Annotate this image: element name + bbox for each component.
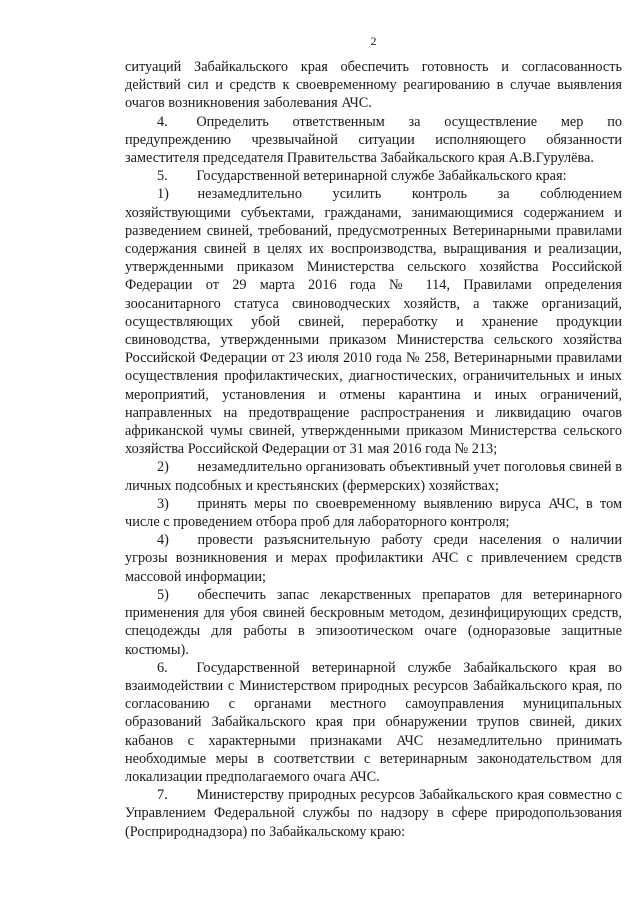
paragraph-item-4: 4. Определить ответственным за осуществление мер по предупреждению чрезвычайной ситуации исполняющего обязанности заместителя председателя Правительства Забайкальского края А.В.Гурулёва. — [125, 113, 622, 167]
paragraph-item-5: 5. Государственной ветеринарной службе Забайкальского края: — [157, 168, 567, 185]
subparagraph-4: 4) провести разъяснительную работу среди населения о наличии угрозы возникновения и мерах профилактики АЧС с привлечением средств массовой информации; — [125, 532, 622, 585]
subparagraph-5: 5) обеспечить запас лекарственных препаратов для ветеринарного применения для убоя свиней бескровным методом, дезинфицирующих средств, спецодежды для работы в эпизоотическом очаге (одноразовые защитные костюмы). — [125, 586, 622, 658]
paragraph-item-6: 6. Государственной ветеринарной службе Забайкальского края во взаимодействии с Министерством природных ресурсов Забайкальского края, по согласованию с органами местного самоуправления муниципальных образований Забайкальского края при обнаружении трупов свиней, диких кабанов с характерными признаками АЧС незамедлительно принимать необходимые меры в соответствии с ветеринарным законодательством для локализации предполагаемого очага АЧС. — [125, 659, 622, 785]
subparagraph-3: 3) принять меры по своевременному выявлению вируса АЧС, в том числе с проведением отбора проб для лабораторного контроля; — [125, 495, 622, 531]
paragraph-item-7: 7. Министерству природных ресурсов Забайкальского края совместно с Управлением Федеральной службы по надзору в сфере природопользования (Росприроднадзора) по Забайкальскому краю: — [125, 787, 622, 840]
subparagraph-1: 1) незамедлительно усилить контроль за соблюдением хозяйствующими субъектами, гражданами, занимающимися содержанием и разведением свиней, требований, предусмотренных Ветеринарными правилами содержания свиней в целях их воспроизводства, выращивания и реализации, утвержденными приказом Министерства сельского хозяйства Российской Федерации от 29 марта 2016 года № 114, Правилами определения зоосанитарного статуса свиноводческих хозяйств, а также организаций, осуществляющих убой свиней, переработку и хранение продукции свиноводства, утвержденными приказом Министерства сельского хозяйства Российской Федерации от 23 июля 2010 года № 258, Ветеринарными правилами осуществления профилактических, диагностических, ограничительных и иных мероприятий, установления и отмены карантина и иных ограничений, направленных на предотвращение распространения и ликвидацию очагов африканской чумы свиней, утвержденными приказом Министерства сельского хозяйства Российской Федерации от 31 мая 2016 года № 213; — [125, 186, 622, 458]
subparagraph-2: 2) незамедлительно организовать объективный учет поголовья свиней в личных подсобных и крестьянских (фермерских) хозяйствах; — [125, 459, 622, 494]
paragraph-continuation: ситуаций Забайкальского края обеспечить готовность и согласованность действий сил и средств к своевременному реагированию в случае выявления очагов возникновения заболевания АЧС. — [125, 59, 622, 112]
page-number: 2 — [370, 34, 377, 48]
document-body — [125, 58, 622, 841]
